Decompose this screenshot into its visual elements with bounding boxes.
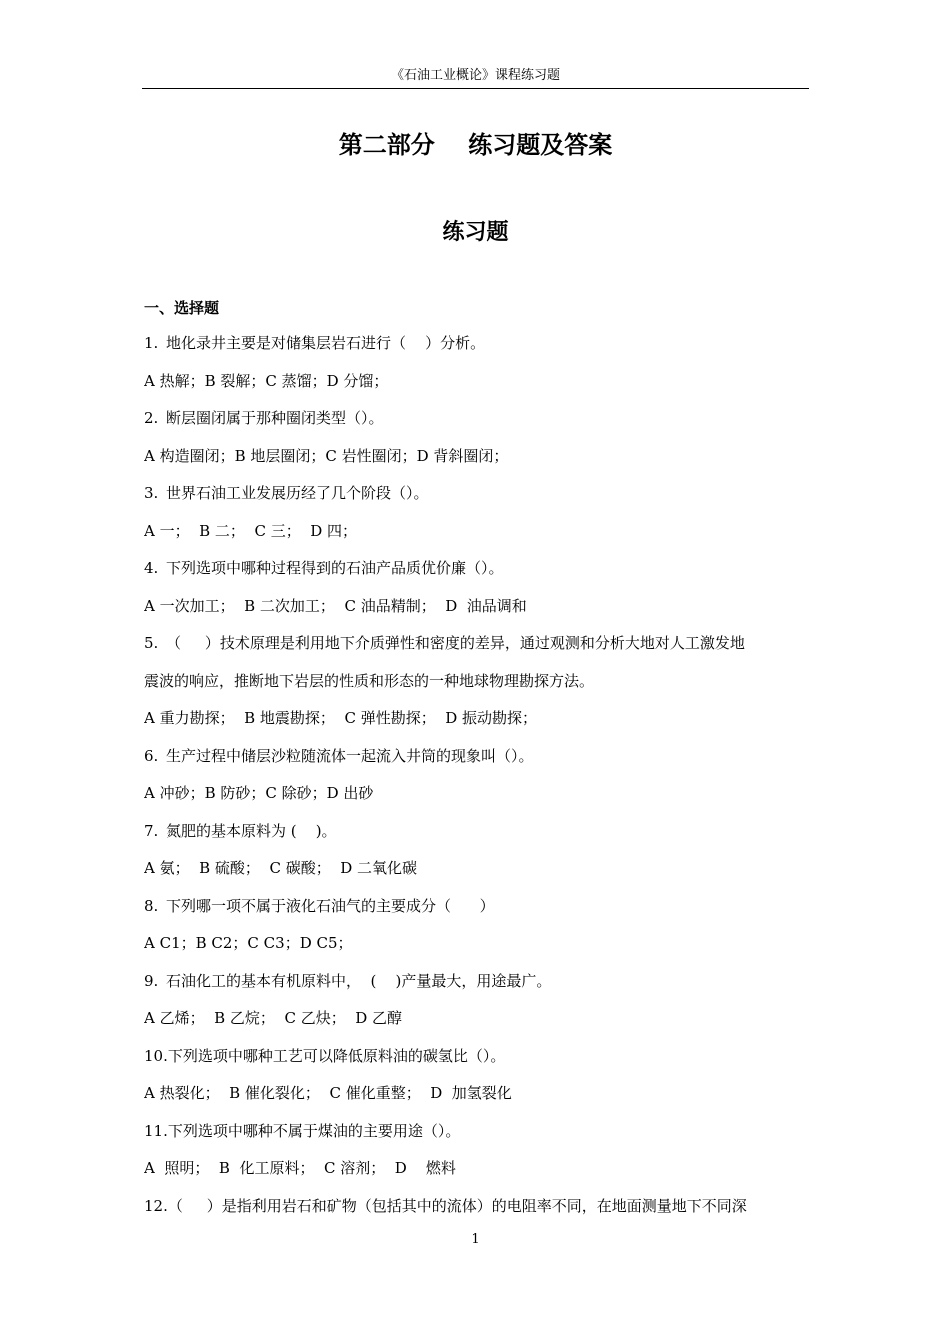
running-header: 《石油工业概论》课程练习题 [390, 68, 560, 83]
question-number: 12. [144, 1196, 168, 1215]
question-text: （ ）技术原理是利用地下介质弹性和密度的差异，通过观测和分析大地对人工激发地 [166, 634, 745, 652]
question-text: 下列选项中哪种过程得到的石油产品质优价廉（）。 [166, 559, 504, 577]
question-3 [144, 475, 810, 513]
question-12 [144, 1188, 810, 1226]
question-2 [144, 400, 810, 438]
question-11 [144, 1113, 810, 1151]
part-title: 第二部分 练习题及答案 [338, 130, 613, 159]
question-number: 9. [144, 971, 159, 990]
question-11-options: A 照明； B 化工原料； C 溶剂； D 燃料 [144, 1159, 456, 1177]
question-number: 2. [144, 409, 159, 427]
question-list [144, 291, 810, 1225]
question-text: 下列选项中哪种不属于煤油的主要用途（）。 [167, 1121, 461, 1140]
question-number: 8. [144, 896, 159, 915]
question-1 [144, 325, 810, 363]
question-4 [144, 550, 810, 588]
question-5-options: A 重力勘探； B 地震勘探； C 弹性勘探； D 振动勘探； [144, 709, 538, 727]
question-text: 世界石油工业发展历经了几个阶段（）。 [166, 484, 429, 502]
question-text: （ ）是指利用岩石和矿物（包括其中的流体）的电阻率不同，在地面测量地下不同深 [167, 1196, 747, 1215]
question-10-options: A 热裂化； B 催化裂化； C 催化重整； D 加氢裂化 [144, 1084, 512, 1102]
question-text: 断层圈闭属于那种圈闭类型（）。 [166, 409, 384, 427]
question-text: 石油化工的基本有机原料中， ( )产量最大，用途最广。 [166, 971, 552, 990]
question-text: 下列哪一项不属于液化石油气的主要成分（ ） [166, 896, 495, 915]
page-number: 1 [471, 1232, 480, 1247]
question-7-options: A 氨； B 硫酸； C 碳酸； D 二氧化碳 [144, 859, 418, 877]
question-number: 6. [144, 746, 159, 765]
question-5-continuation: 震波的响应，推断地下岩层的性质和形态的一种地球物理勘探方法。 [144, 671, 595, 690]
question-number: 10. [144, 1046, 168, 1065]
question-number: 7. [144, 821, 159, 840]
question-6 [144, 738, 810, 776]
question-text: 地化录井主要是对储集层岩石进行（ ）分析。 [166, 334, 486, 352]
question-number: 3. [144, 484, 159, 502]
question-2-options: A 构造圈闭；B 地层圈闭；C 岩性圈闭；D 背斜圈闭； [144, 446, 509, 465]
question-3-options: A 一； B 二； C 三； D 四； [144, 521, 358, 540]
section-title: 练习题 [442, 219, 509, 245]
question-9 [144, 963, 810, 1001]
question-text: 氮肥的基本原料为 ( )。 [166, 821, 337, 840]
question-4-options: A 一次加工； B 二次加工； C 油品精制； D 油品调和 [144, 596, 527, 615]
question-number: 4. [144, 559, 159, 577]
question-number: 11. [144, 1121, 168, 1140]
question-8 [144, 888, 810, 926]
question-9-options: A 乙烯； B 乙烷； C 乙炔； D 乙醇 [144, 1009, 403, 1027]
header-rule [142, 88, 809, 89]
question-10 [144, 1038, 810, 1076]
question-6-options: A 冲砂；B 防砂；C 除砂；D 出砂 [144, 784, 374, 802]
question-text: 生产过程中储层沙粒随流体一起流入井筒的现象叫（）。 [166, 746, 534, 765]
question-number: 1. [144, 334, 159, 352]
question-number: 5. [144, 634, 159, 652]
question-text: 下列选项中哪种工艺可以降低原料油的碳氢比（）。 [167, 1046, 506, 1065]
question-1-options: A 热解；B 裂解；C 蒸馏；D 分馏； [144, 371, 389, 390]
subsection-heading: 一、选择题 [144, 299, 220, 317]
question-7 [144, 813, 810, 851]
question-8-options: A C1；B C2；C C3；D C5； [144, 934, 353, 952]
question-5 [144, 625, 810, 663]
